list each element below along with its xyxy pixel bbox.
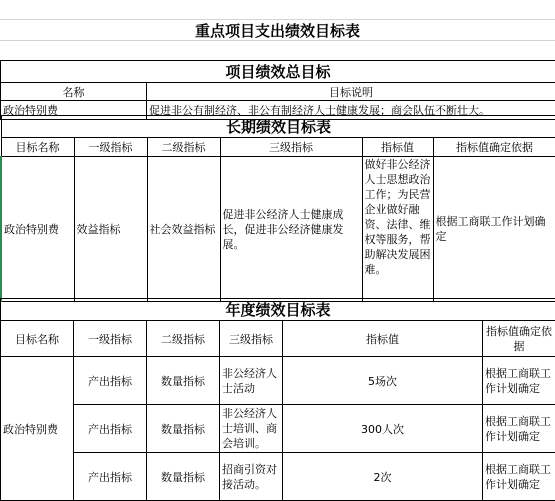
overall-goal-table — [0, 60, 555, 120]
annual-header-level3: 三级指标 — [220, 321, 283, 357]
annual-goal-table — [0, 298, 555, 501]
annual-level3: 非公经济人士培训、商会培训。 — [220, 405, 283, 453]
overall-row-name: 政治特别费 — [1, 101, 147, 120]
longterm-target: 政治特别费 — [1, 157, 74, 302]
overall-header-name: 名称 — [1, 83, 147, 101]
annual-level1: 产出指标 — [74, 453, 147, 501]
longterm-header-basis: 指标值确定依据 — [433, 138, 555, 157]
annual-header-level1: 一级指标 — [74, 321, 147, 357]
annual-header-level2: 二级指标 — [147, 321, 220, 357]
annual-value: 2次 — [283, 453, 483, 501]
annual-basis: 根据工商联工作计划确定 — [483, 357, 555, 405]
longterm-value: 做好非公经济人士思想政治工作；为民营企业做好融资、法律、维权等服务，帮助解决发展困难。 — [362, 157, 433, 302]
document-title: 重点项目支出绩效目标表 — [194, 22, 360, 40]
longterm-header-level2: 二级指标 — [147, 138, 220, 157]
annual-header-target: 目标名称 — [1, 321, 74, 357]
longterm-level2: 社会效益指标 — [147, 157, 220, 302]
annual-basis: 根据工商联工作计划确定 — [483, 405, 555, 453]
overall-row-desc: 促进非公有制经济、非公有制经济人士健康发展；商会队伍不断壮大。 — [147, 101, 555, 120]
annual-header-value: 指标值 — [283, 321, 483, 357]
table-row — [1, 357, 555, 405]
longterm-goal-table — [0, 115, 555, 302]
annual-basis: 根据工商联工作计划确定 — [483, 453, 555, 501]
longterm-section-title: 长期绩效目标表 — [1, 116, 555, 138]
annual-level1: 产出指标 — [74, 357, 147, 405]
longterm-header-value: 指标值 — [362, 138, 433, 157]
longterm-header-level3: 三级指标 — [220, 138, 362, 157]
table-row — [1, 405, 555, 453]
annual-value: 300人次 — [283, 405, 483, 453]
annual-header-basis: 指标值确定依据 — [483, 321, 555, 357]
annual-target: 政治特别费 — [1, 357, 74, 501]
annual-level1: 产出指标 — [74, 405, 147, 453]
longterm-level3: 促进非公经济人士健康成长，促进非公经济健康发展。 — [220, 157, 362, 302]
longterm-header-level1: 一级指标 — [74, 138, 147, 157]
annual-level3: 招商引资对接活动。 — [220, 453, 283, 501]
table-row — [1, 453, 555, 501]
annual-level2: 数量指标 — [147, 357, 220, 405]
annual-value: 5场次 — [283, 357, 483, 405]
longterm-basis: 根据工商联工作计划确定 — [433, 157, 555, 302]
longterm-header-target: 目标名称 — [1, 138, 74, 157]
annual-level3: 非公经济人士活动 — [220, 357, 283, 405]
annual-level2: 数量指标 — [147, 405, 220, 453]
annual-section-title: 年度绩效目标表 — [1, 299, 555, 321]
overall-section-title: 项目绩效总目标 — [1, 61, 555, 83]
longterm-level1: 效益指标 — [74, 157, 147, 302]
annual-level2: 数量指标 — [147, 453, 220, 501]
overall-header-desc: 目标说明 — [147, 83, 555, 101]
